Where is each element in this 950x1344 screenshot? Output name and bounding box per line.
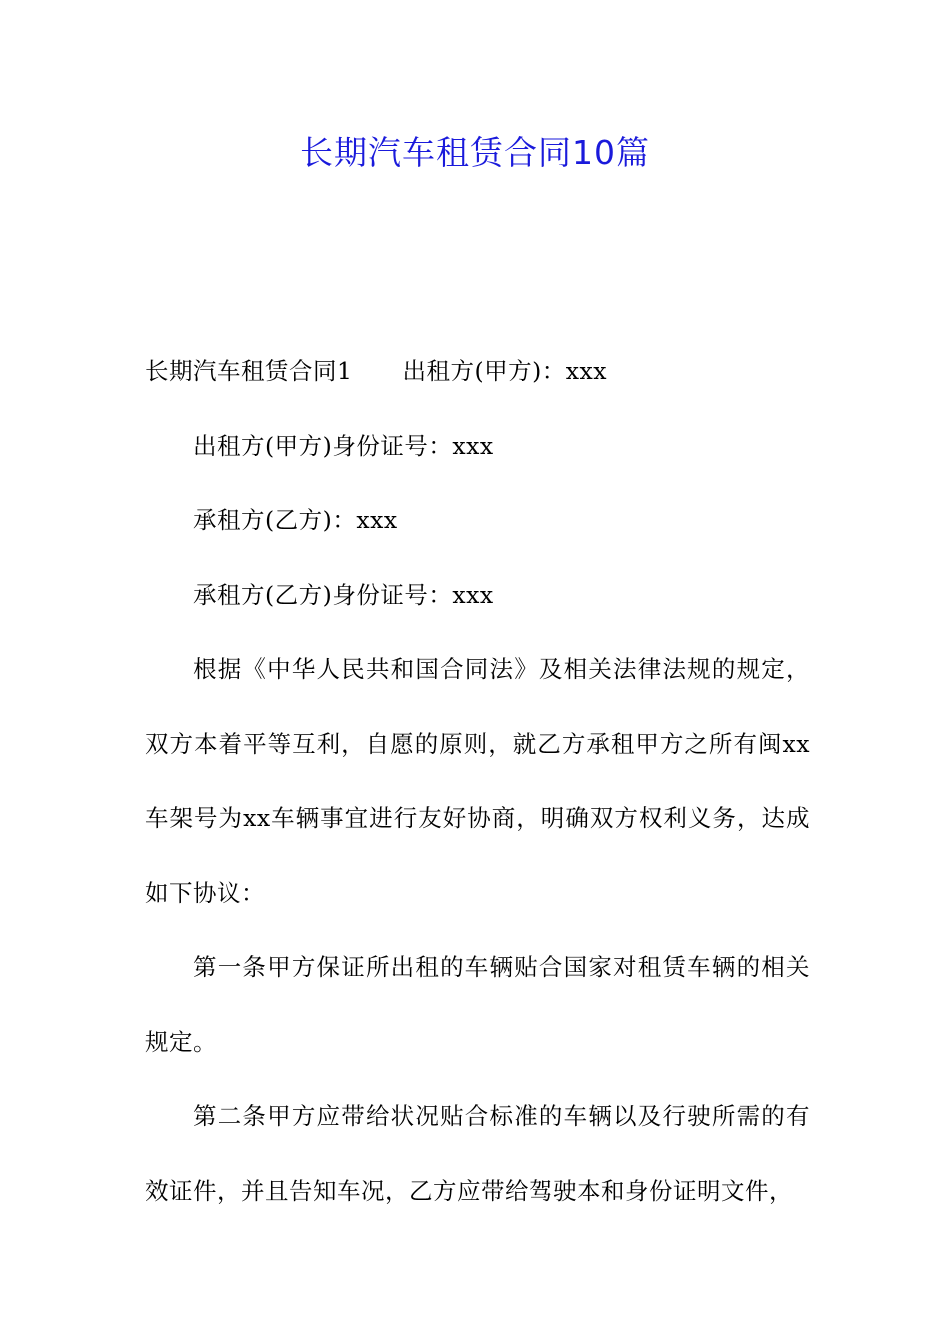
article-2-paragraph: 第二条甲方应带给状况贴合标准的车辆以及行驶所需的有效证件，并且告知车况，乙方应带给驾驶本和身份证明文件， [145, 1102, 810, 1205]
lessor-line: 出租方(甲方)：xxx [402, 357, 608, 385]
document-body [145, 334, 810, 1228]
intro-paragraph: 根据《中华人民共和国合同法》及相关法律法规的规定，双方本着平等互利，自愿的原则，就乙方承租甲方之所有闽xx车架号为xx车辆事宜进行友好协商，明确双方权利义务，达成如下协议： [145, 655, 810, 907]
lessee-line: 承租方(乙方)：xxx [193, 506, 398, 534]
contract-label: 长期汽车租赁合同1 [145, 357, 353, 385]
lessor-id-line: 出租方(甲方)身份证号：xxx [193, 431, 494, 460]
lessee-id-line: 承租方(乙方)身份证号：xxx [193, 580, 494, 609]
document-title: 长期汽车租赁合同10篇 [300, 133, 650, 172]
article-1-paragraph: 第一条甲方保证所出租的车辆贴合国家对租赁车辆的相关规定。 [145, 953, 810, 1056]
contract-header-line [145, 334, 810, 409]
